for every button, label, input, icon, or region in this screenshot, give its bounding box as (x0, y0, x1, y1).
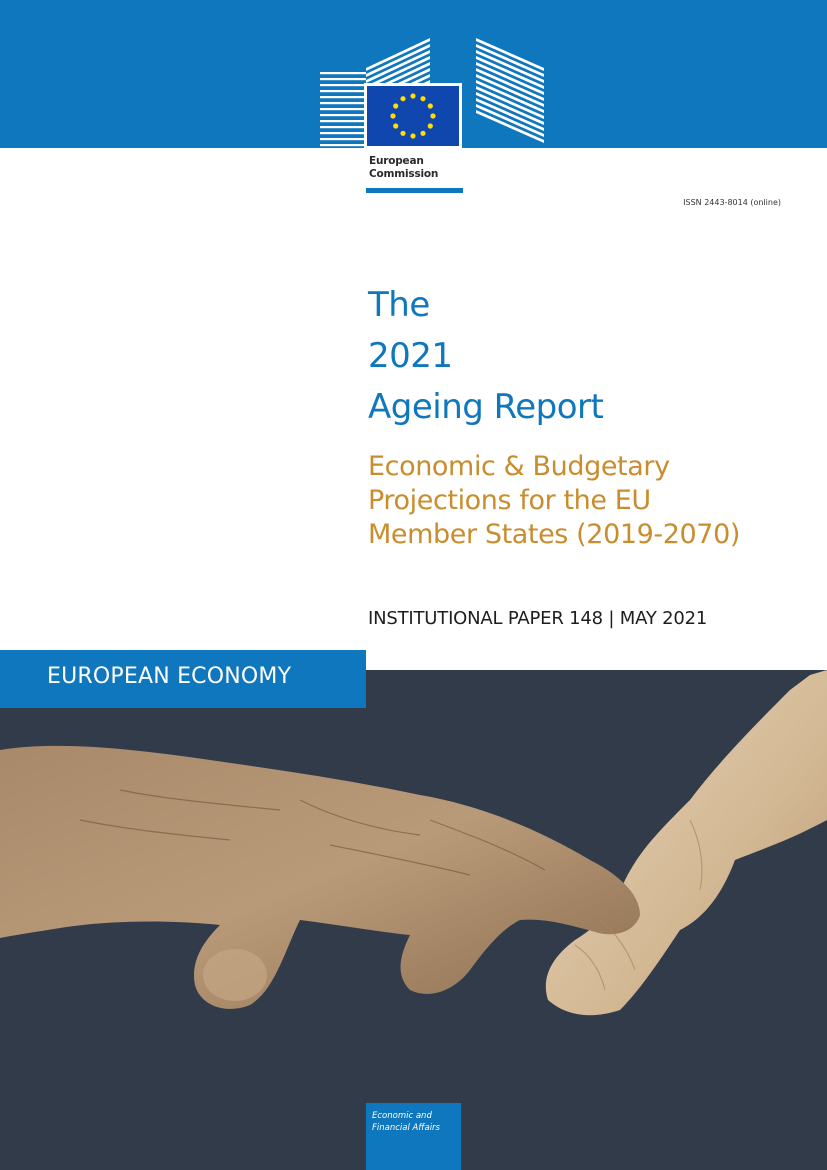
subtitle-line2: Projections for the EU (368, 485, 651, 516)
title-line3: Ageing Report (368, 387, 604, 427)
report-subtitle (368, 450, 740, 552)
publisher-name-line1: European (369, 155, 424, 167)
directorate-name (372, 1110, 440, 1134)
publisher-name (369, 155, 438, 181)
logo-underline (366, 188, 463, 193)
subtitle-line3: Member States (2019-2070) (368, 519, 740, 550)
title-line1: The (368, 285, 430, 325)
paper-number-date: INSTITUTIONAL PAPER 148 | MAY 2021 (368, 608, 708, 629)
series-name: EUROPEAN ECONOMY (47, 664, 292, 689)
cover-photo (0, 670, 827, 1170)
report-title (368, 280, 603, 433)
subtitle-line1: Economic & Budgetary (368, 451, 670, 482)
issn-number: ISSN 2443-8014 (online) (683, 198, 781, 207)
holding-hands-icon (0, 670, 827, 1170)
publisher-name-line2: Commission (369, 168, 439, 180)
title-line2: 2021 (368, 336, 453, 376)
directorate-line2: Financial Affairs (372, 1123, 440, 1133)
directorate-line1: Economic and (372, 1111, 432, 1121)
